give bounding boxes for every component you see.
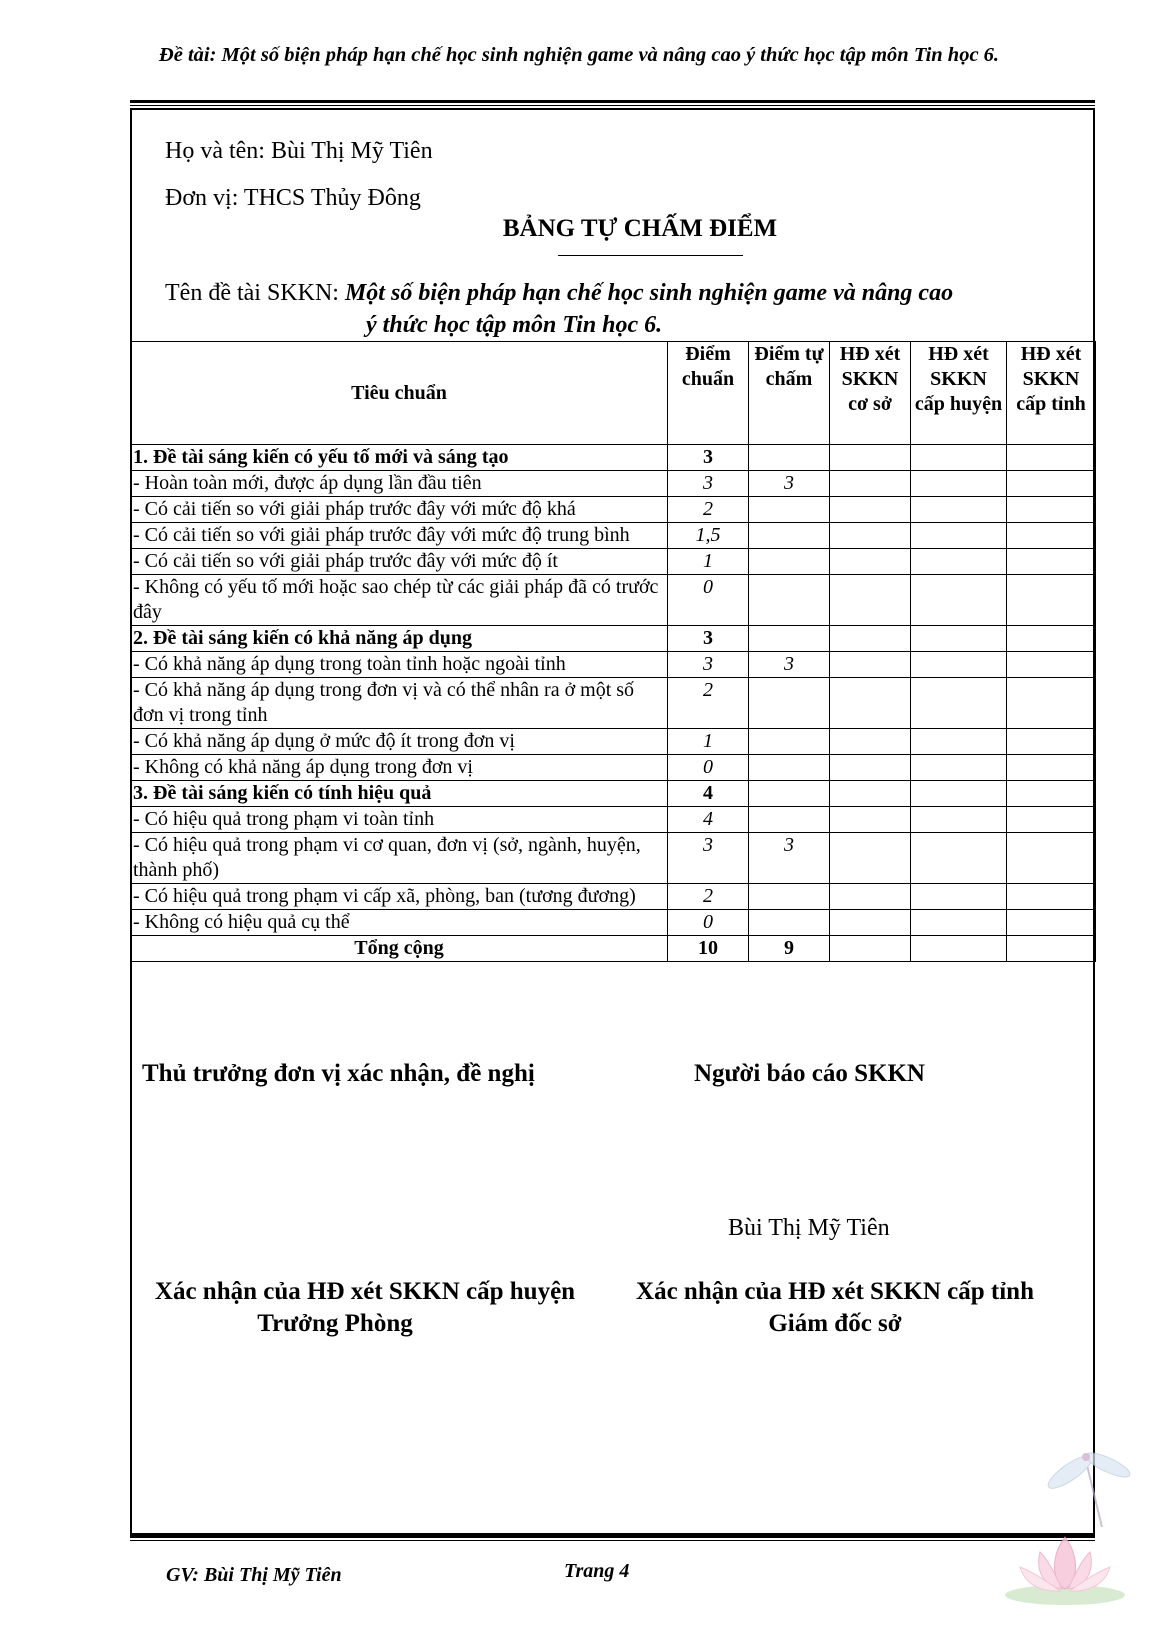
criterion-cell: - Không có yếu tố mới hoặc sao chép từ các giải pháp đã có trước đây <box>131 575 668 626</box>
self-score-cell: 3 <box>749 471 830 497</box>
footer-rule <box>130 1535 1095 1538</box>
topic-line <box>165 280 953 307</box>
header-rule <box>130 100 1095 103</box>
district-council-confirmation: Xác nhận của HĐ xét SKKN cấp huyện <box>154 1278 576 1305</box>
standard-score-cell: 3 <box>668 445 749 471</box>
table-row <box>131 549 1096 575</box>
unit-line: Đơn vị: THCS Thủy Đông <box>165 185 421 211</box>
province-council-confirmation: Xác nhận của HĐ xét SKKN cấp tỉnh <box>636 1278 1034 1305</box>
topic-label: Tên đề tài SKKN: <box>165 280 339 306</box>
lotus-dragonfly-decoration-icon <box>990 1417 1140 1607</box>
self-score-cell <box>749 884 830 910</box>
self-score-cell: 3 <box>749 833 830 884</box>
criterion-cell: - Không có khả năng áp dụng trong đơn vị <box>131 755 668 781</box>
table-row <box>131 626 1096 652</box>
footer-author: GV: Bùi Thị Mỹ Tiên <box>166 1564 342 1586</box>
self-score-cell: 3 <box>749 652 830 678</box>
header-rule-thin <box>130 105 1095 106</box>
criterion-cell: - Có cải tiến so với giải pháp trước đây với mức độ khá <box>131 497 668 523</box>
total-label: Tổng cộng <box>131 936 668 962</box>
table-row <box>131 729 1096 755</box>
table-row <box>131 497 1096 523</box>
self-score-cell <box>749 781 830 807</box>
self-score-cell <box>749 910 830 936</box>
header-self-score: Điểm tự chấm <box>749 342 830 445</box>
criterion-cell: - Hoàn toàn mới, được áp dụng lần đầu tiên <box>131 471 668 497</box>
standard-score-cell: 4 <box>668 807 749 833</box>
table-row <box>131 523 1096 549</box>
table-row <box>131 755 1096 781</box>
table-row <box>131 910 1096 936</box>
total-self-score: 9 <box>749 936 830 962</box>
province-council-role: Giám đốc sở <box>768 1310 902 1337</box>
table-row <box>131 833 1096 884</box>
standard-score-cell: 3 <box>668 471 749 497</box>
table-row <box>131 781 1096 807</box>
total-standard-score: 10 <box>668 936 749 962</box>
criterion-cell: - Không có hiệu quả cụ thể <box>131 910 668 936</box>
table-row <box>131 652 1096 678</box>
table-row <box>131 884 1096 910</box>
self-score-cell <box>749 497 830 523</box>
reporter-name: Bùi Thị Mỹ Tiên <box>728 1215 890 1241</box>
standard-score-cell: 2 <box>668 884 749 910</box>
criterion-cell: 3. Đề tài sáng kiến có tính hiệu quả <box>131 781 668 807</box>
criterion-cell: - Có khả năng áp dụng trong đơn vị và có thể nhân ra ở một số đơn vị trong tỉnh <box>131 678 668 729</box>
criterion-cell: - Có cải tiến so với giải pháp trước đây với mức độ ít <box>131 549 668 575</box>
criterion-cell: - Có khả năng áp dụng ở mức độ ít trong đơn vị <box>131 729 668 755</box>
self-score-cell <box>749 575 830 626</box>
standard-score-cell: 2 <box>668 497 749 523</box>
standard-score-cell: 4 <box>668 781 749 807</box>
header-standard-score: Điểm chuẩn <box>668 342 749 445</box>
standard-score-cell: 0 <box>668 910 749 936</box>
self-assessment-table <box>130 341 1096 962</box>
standard-score-cell: 3 <box>668 833 749 884</box>
total-row <box>131 936 1096 962</box>
running-header: Đề tài: Một số biện pháp hạn chế học sinh nghiện game và nâng cao ý thức học tập môn Tin học 6. <box>158 44 1000 66</box>
title-underline <box>558 255 743 256</box>
standard-score-cell: 0 <box>668 755 749 781</box>
table-title: BẢNG TỰ CHẤM ĐIỂM <box>502 215 778 242</box>
footer-rule-thin <box>130 1540 1095 1541</box>
criterion-cell: - Có hiệu quả trong phạm vi cấp xã, phòng, ban (tương đương) <box>131 884 668 910</box>
standard-score-cell: 2 <box>668 678 749 729</box>
table-header-row <box>131 342 1096 445</box>
criterion-cell: - Có hiệu quả trong phạm vi toàn tỉnh <box>131 807 668 833</box>
self-score-cell <box>749 807 830 833</box>
self-score-cell <box>749 523 830 549</box>
table-row <box>131 471 1096 497</box>
header-province-council: HĐ xét SKKN cấp tỉnh <box>1007 342 1096 445</box>
criterion-cell: - Có khả năng áp dụng trong toàn tỉnh hoặc ngoài tỉnh <box>131 652 668 678</box>
header-district-council: HĐ xét SKKN cấp huyện <box>911 342 1007 445</box>
standard-score-cell: 3 <box>668 652 749 678</box>
district-council-role: Trưởng Phòng <box>257 1310 413 1337</box>
criterion-cell: - Có cải tiến so với giải pháp trước đây với mức độ trung bình <box>131 523 668 549</box>
criterion-cell: 2. Đề tài sáng kiến có khả năng áp dụng <box>131 626 668 652</box>
footer-page-number: Trang 4 <box>564 1560 630 1582</box>
table-row <box>131 678 1096 729</box>
header-base-council: HĐ xét SKKN cơ sở <box>830 342 911 445</box>
table-row <box>131 807 1096 833</box>
standard-score-cell: 1 <box>668 549 749 575</box>
reporter-title: Người báo cáo SKKN <box>694 1060 925 1087</box>
table-row <box>131 575 1096 626</box>
unit-head-confirmation: Thủ trưởng đơn vị xác nhận, đề nghị <box>142 1060 535 1087</box>
header-criterion: Tiêu chuẩn <box>131 342 668 445</box>
standard-score-cell: 1,5 <box>668 523 749 549</box>
self-score-cell <box>749 626 830 652</box>
self-score-cell <box>749 445 830 471</box>
standard-score-cell: 3 <box>668 626 749 652</box>
table-row <box>131 445 1096 471</box>
standard-score-cell: 0 <box>668 575 749 626</box>
self-score-cell <box>749 755 830 781</box>
self-score-cell <box>749 678 830 729</box>
self-score-cell <box>749 729 830 755</box>
topic-title-part2: ý thức học tập môn Tin học 6. <box>366 312 663 338</box>
criterion-cell: - Có hiệu quả trong phạm vi cơ quan, đơn vị (sở, ngành, huyện, thành phố) <box>131 833 668 884</box>
standard-score-cell: 1 <box>668 729 749 755</box>
self-score-cell <box>749 549 830 575</box>
topic-title-part1: Một số biện pháp hạn chế học sinh nghiện game và nâng cao <box>344 280 954 306</box>
criterion-cell: 1. Đề tài sáng kiến có yếu tố mới và sáng tạo <box>131 445 668 471</box>
author-name-line: Họ và tên: Bùi Thị Mỹ Tiên <box>165 138 433 164</box>
